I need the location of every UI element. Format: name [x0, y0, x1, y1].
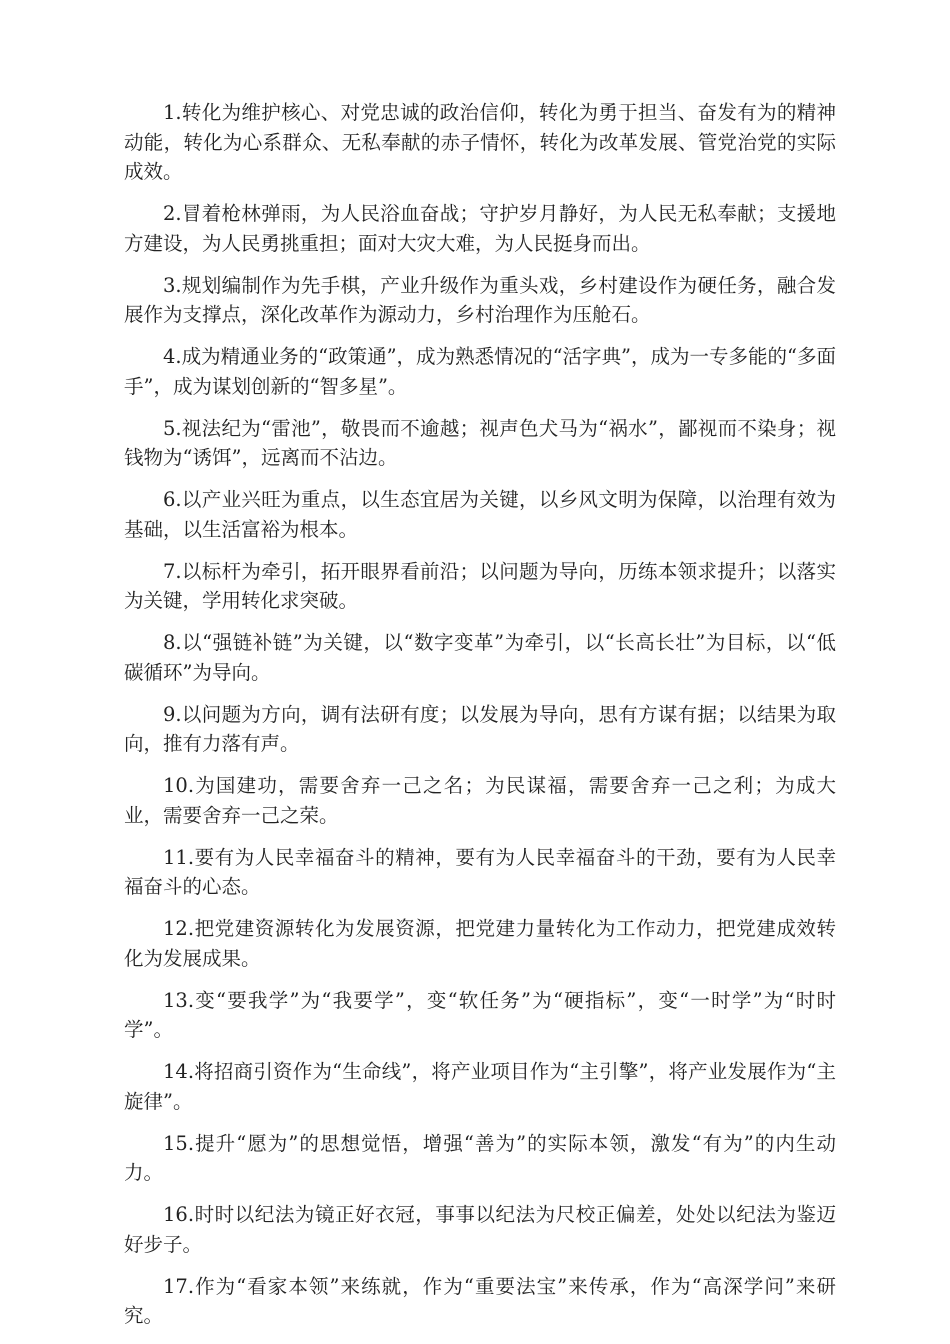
paragraph-12: 12.把党建资源转化为发展资源，把党建力量转化为工作动力，把党建成效转化为发展成果。	[124, 917, 836, 970]
paragraph-1: 1.转化为维护核心、对党忠诚的政治信仰，转化为勇于担当、奋发有为的精神动能，转化为心系群众、无私奉献的赤子情怀，转化为改革发展、管党治党的实际成效。	[124, 101, 836, 183]
paragraph-16: 16.时时以纪法为镜正好衣冠，事事以纪法为尺校正偏差，处处以纪法为鉴迈好步子。	[124, 1203, 836, 1256]
paragraph-2: 2.冒着枪林弹雨，为人民浴血奋战；守护岁月静好，为人民无私奉献；支援地方建设，为人民勇挑重担；面对大灾大难，为人民挺身而出。	[124, 202, 836, 255]
paragraph-6: 6.以产业兴旺为重点，以生态宜居为关键，以乡风文明为保障，以治理有效为基础，以生活富裕为根本。	[124, 488, 836, 541]
paragraph-8: 8.以“强链补链”为关键，以“数字变革”为牵引，以“长高长壮”为目标，以“低碳循环”为导向。	[124, 631, 836, 684]
paragraph-9: 9.以问题为方向，调有法研有度；以发展为导向，思有方谋有据；以结果为取向，推有力落有声。	[124, 702, 836, 755]
paragraph-14: 14.将招商引资作为“生命线”，将产业项目作为“主引擎”，将产业发展作为“主旋律”。	[124, 1060, 836, 1113]
paragraph-11: 11.要有为人民幸福奋斗的精神，要有为人民幸福奋斗的干劲，要有为人民幸福奋斗的心态。	[124, 845, 836, 898]
paragraph-7: 7.以标杆为牵引，拓开眼界看前沿；以问题为导向，历练本领求提升；以落实为关键，学用转化求突破。	[124, 559, 836, 612]
paragraph-3: 3.规划编制作为先手棋，产业升级作为重头戏，乡村建设作为硬任务，融合发展作为支撑点，深化改革作为源动力，乡村治理作为压舱石。	[124, 273, 836, 326]
paragraph-15: 15.提升“愿为”的思想觉悟，增强“善为”的实际本领，激发“有为”的内生动力。	[124, 1131, 836, 1184]
paragraph-17: 17.作为“看家本领”来练就，作为“重要法宝”来传承，作为“高深学问”来研究。	[124, 1274, 836, 1327]
paragraph-13: 13.变“要我学”为“我要学”，变“软任务”为“硬指标”，变“一时学”为“时时学”。	[124, 988, 836, 1041]
paragraph-4: 4.成为精通业务的“政策通”，成为熟悉情况的“活字典”，成为一专多能的“多面手”，成为谋划创新的“智多星”。	[124, 345, 836, 398]
document-body	[124, 98, 836, 1343]
paragraph-10: 10.为国建功，需要舍弃一己之名；为民谋福，需要舍弃一己之利；为成大业，需要舍弃一己之荣。	[124, 774, 836, 827]
paragraph-5: 5.视法纪为“雷池”，敬畏而不逾越；视声色犬马为“祸水”，鄙视而不染身；视钱物为“诱饵”，远离而不沾边。	[124, 416, 836, 469]
